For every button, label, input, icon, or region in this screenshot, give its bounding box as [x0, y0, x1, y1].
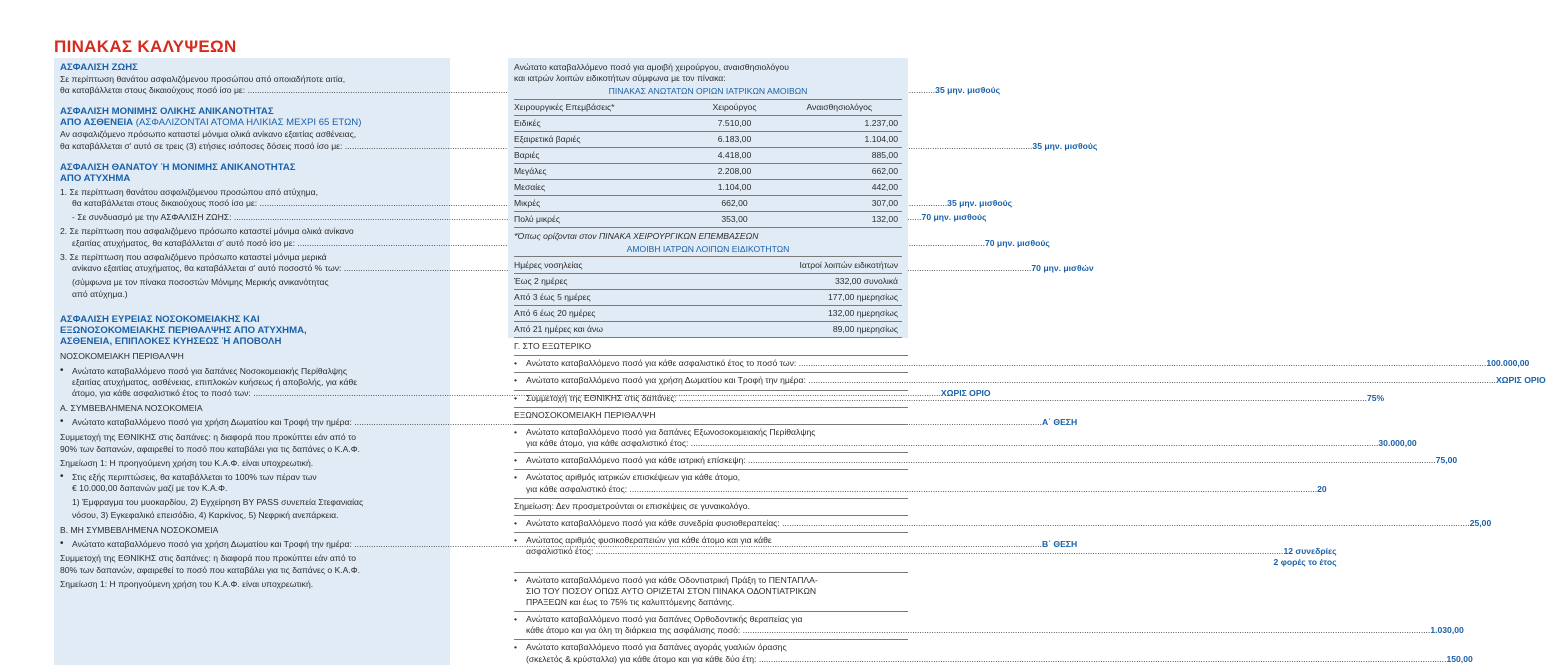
sb1-text: Ανώτατο καταβαλλόμενο ποσό για χρήση Δωματίου και Τροφή την ημέρα: .....: [72, 539, 1042, 550]
nb1-value: ΧΩΡΙΣ ΟΡΙΟ: [940, 388, 991, 398]
fees-box: [508, 58, 908, 338]
c2-bullet: [514, 375, 1546, 390]
bullet-icon: •: [60, 537, 64, 549]
e2-bullet: [514, 455, 1458, 470]
e7-bullet: [514, 575, 908, 613]
acc2-text-a: 2. Σε περίπτωση που ασφαλιζόμενο πρόσωπο καταστεί μόνιμα ολικά ανίκανο: [60, 226, 354, 237]
table-cell: Μεσαίες: [514, 180, 692, 196]
bullet-icon: •: [514, 574, 518, 585]
bullet-icon: •: [514, 455, 518, 466]
acc2-amount-line: [60, 237, 1050, 249]
table-cell: 307,00: [777, 196, 902, 212]
c2-line: [526, 375, 1546, 386]
sa1-value: Α΄ ΘΕΣΗ: [1041, 417, 1078, 428]
e7-b: ΣΙΟ ΤΟΥ ΠΟΣΟΥ ΟΠΩΣ ΑΥΤΟ ΟΡΙΖΕΤΑΙ ΣΤΟΝ ΠΙΝΑΚΑ ΟΔΟΝΤΙΑΤΡΙΚΩΝ: [526, 585, 817, 596]
e9-value: 150,00: [1446, 653, 1473, 664]
bullet-icon: •: [514, 472, 518, 483]
table-cell: 177,00 ημερησίως: [692, 289, 902, 305]
table-cell: Μικρές: [514, 196, 692, 212]
table-cell: Πολύ μικρές: [514, 212, 692, 228]
table-cell: 2.208,00: [692, 164, 776, 180]
table-cell: Έως 2 ημέρες: [514, 273, 692, 289]
table-cell: Μεγάλες: [514, 164, 692, 180]
bullet-icon: •: [514, 375, 518, 386]
bullet-icon: •: [514, 392, 518, 403]
sb2-a: Συμμετοχή της ΕΘΝΙΚΗΣ στις δαπάνες: η διαφορά που προκύπτει εάν από το: [60, 553, 357, 564]
e3-bullet: [514, 472, 1327, 498]
perm-head-line-1: ΑΣΦΑΛΙΣΗ ΜΟΝΙΜΗΣ ΟΛΙΚΗΣ ΑΝΙΚΑΝΟΤΗΤΑΣ: [60, 106, 274, 118]
table-cell: 662,00: [692, 196, 776, 212]
acc3-value: 70 μην. μισθών: [1031, 262, 1094, 273]
table-cell: 662,00: [777, 164, 902, 180]
table-cell: 6.183,00: [692, 132, 776, 148]
bullet-icon: •: [60, 364, 64, 376]
life-value: 35 μην. μισθούς: [935, 85, 1001, 96]
e3-a: Ανώτατος αριθμός ιατρικών επισκέψεων για κάθε άτομο,: [526, 472, 741, 483]
table-cell: 332,00 συνολικά: [692, 273, 902, 289]
bullet-icon: •: [514, 426, 518, 437]
e9-bullet: [514, 642, 1473, 664]
table-cell: Ειδικές: [514, 116, 692, 132]
e9-line: [526, 654, 1473, 665]
table-cell: 353,00: [692, 212, 776, 228]
sa5-b: νόσου, 3) Εγκεφαλικό επεισόδιο, 4) Καρκίνος, 5) Νεφρική ανεπάρκεια.: [72, 509, 339, 520]
table-row: [514, 180, 902, 196]
table-header: Χειρουργικές Επεμβάσεις*: [514, 100, 692, 116]
other-doctors-caption: ΑΜΟΙΒΗ ΙΑΤΡΩΝ ΛΟΙΠΩΝ ΕΙΔΙΚΟΤΗΤΩΝ: [514, 242, 902, 257]
bullet-icon: •: [514, 517, 518, 528]
c1-line: [526, 358, 1529, 369]
c3-value: 75%: [1366, 392, 1385, 403]
table-cell: Εξαιρετικά βαριές: [514, 132, 692, 148]
e7-c: ΠΡΑΞΕΩΝ και έως το 75% τις καλυπτόμενης δαπάνης.: [526, 596, 735, 607]
life-insurance-heading: ΑΣΦΑΛΙΣΗ ΖΩΗΣ: [60, 62, 138, 73]
table-row: [514, 196, 902, 212]
acc1-text-c: - Σε συνδυασμό με την ΑΣΦΑΛΙΣΗ ΖΩΗΣ: .....: [72, 212, 922, 223]
acc1-value: 35 μην. μισθούς: [947, 198, 1013, 209]
fees-table-note: *Όπως ορίζονται στον ΠΙΝΑΚΑ ΧΕΙΡΟΥΡΓΙΚΩΝ ΕΠΕΜΒΑΣΕΩΝ: [514, 231, 759, 242]
perm-amount-line: [60, 140, 1098, 152]
nb1-a: Ανώτατο καταβαλλόμενο ποσό για δαπάνες Νοσοκομειακής Περίθαλψης: [72, 365, 347, 376]
bullet-icon: •: [514, 358, 518, 369]
hosp-head-line-1: ΑΣΦΑΛΙΣΗ ΕΥΡΕΙΑΣ ΝΟΣΟΚΟΜΕΙΑΚΗΣ ΚΑΙ: [60, 314, 260, 326]
outpatient-heading: ΕΞΩΝΟΣΟΚΟΜΕΙΑΚΗ ΠΕΡΙΘΑΛΨΗ: [514, 410, 908, 425]
other-doctors-table: [514, 257, 902, 338]
sa4-bullet: [60, 472, 444, 494]
e5-bullet: [514, 517, 1492, 533]
sa4-a: Στις εξής περιπτώσεις, θα καταβάλλεται το 100% των πέραν των: [72, 472, 317, 483]
intro-line-2: και ιατρών λοιπών ειδικοτήτων σύμφωνα με τον πίνακα:: [514, 73, 726, 84]
hosp-head-line-2: ΕΞΩΝΟΣΟΚΟΜΕΙΑΚΗΣ ΠΕΡΙΘΑΛΨΗΣ ΑΠΟ ΑΤΥΧΗΜΑ,: [60, 325, 307, 337]
contracted-hospitals-label: Α. ΣΥΜΒΕΒΛΗΜΕΝΑ ΝΟΣΟΚΟΜΕΙΑ: [60, 403, 203, 414]
c3-text: Συμμετοχή της ΕΘΝΙΚΗΣ στις δαπάνες: .....: [526, 393, 1367, 404]
table-cell: 442,00: [777, 180, 902, 196]
sb2-b: 80% των δαπανών, αφαιρεθεί το ποσό που καταβάλει για τις δαπάνες ο Κ.Α.Φ.: [60, 565, 361, 576]
table-header-row: [514, 257, 902, 273]
table-cell: Από 21 ημέρες και άνω: [514, 321, 692, 337]
sa5-a: 1) Έμφραγμα του μυοκαρδίου, 2) Εγχείρηση BY PASS συνεπεία Στεφανιαίας: [72, 497, 364, 508]
hosp-head-line-3: ΑΣΘΕΝΕΙΑ, ΕΠΙΠΛΟΚΕΣ ΚΥΗΣΕΩΣ Ή ΑΠΟΒΟΛΗ: [60, 336, 282, 348]
e6-value: 12 συνεδρίες: [1283, 546, 1337, 557]
table-cell: 1.104,00: [692, 180, 776, 196]
e1-a: Ανώτατο καταβαλλόμενο ποσό για δαπάνες Εξωνοσοκομειακής Περίθαλψης: [526, 426, 816, 437]
non-contracted-hospitals-label: Β. ΜΗ ΣΥΜΒΕΒΛΗΜΕΝΑ ΝΟΣΟΚΟΜΕΙΑ: [60, 524, 219, 535]
e1-b: για κάθε άτομο, για κάθε ασφαλιστικό έτος: .....: [526, 438, 1378, 449]
table-cell: 7.510,00: [692, 116, 776, 132]
e1-value: 30.000,00: [1378, 438, 1417, 449]
table-cell: 1.104,00: [777, 132, 902, 148]
e6-b: ασφαλιστικό έτος: .....: [526, 546, 1283, 557]
life-text-2: θα καταβάλλεται στους δικαιούχους ποσό ίσο με: .....: [60, 85, 935, 96]
e6-line: [526, 546, 1337, 557]
table-cell: Βαριές: [514, 148, 692, 164]
table-cell: 89,00 ημερησίως: [692, 321, 902, 337]
table-header: Αναισθησιολόγος: [777, 100, 902, 116]
table-row: [514, 148, 902, 164]
nb1-b: εξαιτίας ατυχήματος, ασθένειας, επιπλοκών κυήσεως ή αποβολής, για κάθε: [72, 376, 358, 387]
e2-value: 75,00: [1435, 455, 1458, 466]
table-row: [514, 321, 902, 337]
e3-line: [526, 484, 1327, 495]
table-row: [514, 212, 902, 228]
bullet-icon: •: [60, 471, 64, 483]
nb1-c: άτομο, για κάθε ασφαλιστικό έτος το ποσό των: .....: [72, 388, 941, 399]
acc3-text-b: ανίκανο εξαιτίας ατυχήματος, θα καταβάλλεται σ' αυτό ποσοστό % των: .....: [72, 263, 1031, 274]
e6-a: Ανώτατος αριθμός φυσικοθεραπειών για κάθε άτομο και για κάθε: [526, 535, 772, 546]
acc2-value: 70 μην. μισθούς: [984, 237, 1050, 248]
bullet-icon: •: [60, 416, 64, 428]
e1-line: [526, 438, 1417, 449]
e7-a: Ανώτατο καταβαλλόμενο ποσό για κάθε Οδοντιατρική Πράξη το ΠΕΝΤΑΠΛΑ-: [526, 574, 818, 585]
sa2-b: 90% των δαπανών, αφαιρεθεί το ποσό που καταβάλει για τις δαπάνες ο Κ.Α.Φ.: [60, 443, 361, 454]
bullet-icon: •: [514, 642, 518, 653]
table-row: [514, 289, 902, 305]
table-row: [514, 132, 902, 148]
table-cell: 1.237,00: [777, 116, 902, 132]
sb3: Σημείωση 1: Η προηγούμενη χρήση του Κ.Α.Φ. είναι υποχρεωτική.: [60, 579, 314, 590]
e8-b: κάθε άτομο και για όλη τη διάρκεια της ασφάλισης ποσό: .....: [526, 625, 1430, 636]
table-row: [514, 116, 902, 132]
sa4-b: € 10.000,00 δαπανών μαζί με τον Κ.Α.Φ.: [72, 483, 228, 494]
table-row: [514, 305, 902, 321]
table-cell: Από 6 έως 20 ημέρες: [514, 305, 692, 321]
acc2-text-b: εξαιτίας ατυχήματος, θα καταβάλλεται σ' αυτό ποσό ίσο με: .....: [72, 238, 985, 249]
acc-head-line-2: ΑΠΟ ΑΤΥΧΗΜΑ: [60, 172, 131, 184]
bullet-icon: •: [514, 614, 518, 625]
e2-text: Ανώτατο καταβαλλόμενο ποσό για κάθε ιατρική επίσκεψη: .....: [526, 455, 1436, 466]
e5-text: Ανώτατο καταβαλλόμενο ποσό για κάθε συνεδρία φυσιοθεραπείας: .....: [526, 518, 1470, 529]
hospital-heading: [60, 314, 444, 347]
e8-value: 1.030,00: [1430, 625, 1464, 636]
life-text-1: Σε περίπτωση θανάτου ασφαλιζόμενου προσώπου από οποιαδήποτε αιτία,: [60, 74, 346, 85]
nosok-label: ΝΟΣΟΚΟΜΕΙΑΚΗ ΠΕΡΙΘΑΛΨΗ: [60, 351, 184, 362]
e9-b: (σκελετός & κρύσταλλα) για κάθε άτομο και για κάθε δύο έτη: .....: [526, 654, 1446, 665]
e1-bullet: [514, 426, 1417, 453]
table-row: [514, 273, 902, 289]
acc1-combined-value: 70 μην. μισθούς: [921, 212, 987, 223]
perm-text-2: θα καταβάλλεται σ' αυτό σε τρεις (3) ετήσιες ισόποσες δόσεις ποσό ίσο με: .....: [60, 141, 1032, 152]
perm-value: 35 μην. μισθούς: [1032, 140, 1098, 151]
e3-b: για κάθε ασφαλιστικό έτος: .....: [526, 484, 1317, 495]
e5-line: [526, 518, 1491, 529]
e8-line: [526, 625, 1464, 636]
sa3: Σημείωση 1: Η προηγούμενη χρήση του Κ.Α.Φ. είναι υποχρεωτική.: [60, 457, 314, 468]
intro-line-1: Ανώτατο καταβαλλόμενο ποσό για αμοιβή χειρούργου, αναισθησιολόγου: [514, 62, 789, 72]
acc3-text-a: 3. Σε περίπτωση που ασφαλιζόμενο πρόσωπο καταστεί μόνιμα μερικά: [60, 251, 327, 262]
acc3-text-c: (σύμφωνα με τον πίνακα ποσοστών Μόνιμης Μερικής ανικανότητας: [72, 277, 329, 288]
perm-text-1: Αν ασφαλιζόμενο πρόσωπο καταστεί μόνιμα ολικά ανίκανο εξαιτίας ασθένειας,: [60, 129, 357, 140]
page-title: ΠΙΝΑΚΑΣ ΚΑΛΥΨΕΩΝ: [54, 37, 237, 56]
table-header: Ημέρες νοσηλείας: [514, 257, 692, 273]
acc1-text-a: 1. Σε περίπτωση θανάτου ασφαλιζόμενου προσώπου από ατύχημα,: [60, 186, 319, 197]
table-header: Χειρούργος: [692, 100, 776, 116]
table-row: [514, 164, 902, 180]
fees-table-caption: ΠΙΝΑΚΑΣ ΑΝΩΤΑΤΩΝ ΟΡΙΩΝ ΙΑΤΡΙΚΩΝ ΑΜΟΙΒΩΝ: [514, 84, 902, 99]
c2-value: ΧΩΡΙΣ ΟΡΙΟ: [1495, 375, 1546, 386]
table-header: Ιατροί λοιπών ειδικοτήτων: [692, 257, 902, 273]
c3-line: [526, 393, 1384, 404]
e8-bullet: [514, 614, 1464, 640]
acc1-text-b: θα καταβάλλεται στους δικαιούχους ποσό ίσο με: .....: [72, 198, 947, 209]
perm-head-age-note: (ΑΣΦΑΛΙΖΟΝΤΑΙ ΑΤΟΜΑ ΗΛΙΚΙΑΣ ΜΕΧΡΙ 65 ΕΤΩΝ): [135, 117, 362, 129]
sa1-text: Ανώτατο καταβαλλόμενο ποσό για χρήση Δωματίου και Τροφή την ημέρα: .....: [72, 417, 1042, 428]
sa2-a: Συμμετοχή της ΕΘΝΙΚΗΣ στις δαπάνες: η διαφορά που προκύπτει εάν από το: [60, 431, 357, 442]
c1-text: Ανώτατο καταβαλλόμενο ποσό για κάθε ασφαλιστικό έτος το ποσό των: .....: [526, 358, 1486, 369]
perm-head-line-2: ΑΠΟ ΑΣΘΕΝΕΙΑ: [60, 117, 134, 129]
accident-heading: [60, 162, 444, 184]
table-cell: 885,00: [777, 148, 902, 164]
e8-a: Ανώτατο καταβαλλόμενο ποσό για δαπάνες Ορθοδοντικής θεραπείας για: [526, 614, 803, 625]
acc-head-line-1: ΑΣΦΑΛΙΣΗ ΘΑΝΑΤΟΥ Ή ΜΟΝΙΜΗΣ ΑΝΙΚΑΝΟΤΗΤΑΣ: [60, 161, 296, 173]
table-cell: 132,00: [777, 212, 902, 228]
table-cell: Από 3 έως 5 ημέρες: [514, 289, 692, 305]
bullet-icon: •: [514, 535, 518, 546]
table-cell: 132,00 ημερησίως: [692, 305, 902, 321]
e3-value: 20: [1317, 483, 1327, 494]
e4-note: Σημείωση: Δεν προσμετρούνται οι επισκέψεις σε γυναικολόγο.: [514, 501, 908, 516]
c1-bullet: [514, 358, 1530, 373]
table-cell: 4.418,00: [692, 148, 776, 164]
abroad-heading: Γ. ΣΤΟ ΕΞΩΤΕΡΙΚΟ: [514, 341, 908, 356]
sb1-value: Β΄ ΘΕΣΗ: [1041, 538, 1078, 549]
e6-value-2: 2 φορές το έτος: [1273, 557, 1337, 568]
fees-table: [514, 100, 902, 229]
acc3-text-d: από ατύχημα.): [72, 289, 128, 300]
e5-value: 25,00: [1469, 517, 1492, 528]
e9-a: Ανώτατο καταβαλλόμενο ποσό για δαπάνες αγοράς γυαλιών όρασης: [526, 642, 787, 653]
c2-text: Ανώτατο καταβαλλόμενο ποσό για χρήση Δωματίου και Τροφή την ημέρα: .....: [526, 375, 1496, 386]
permanent-disability-heading: [60, 106, 444, 128]
e2-line: [526, 455, 1457, 466]
table-header-row: [514, 100, 902, 116]
sa1-bullet: [60, 416, 1078, 428]
c1-value: 100.000,00: [1486, 358, 1530, 369]
